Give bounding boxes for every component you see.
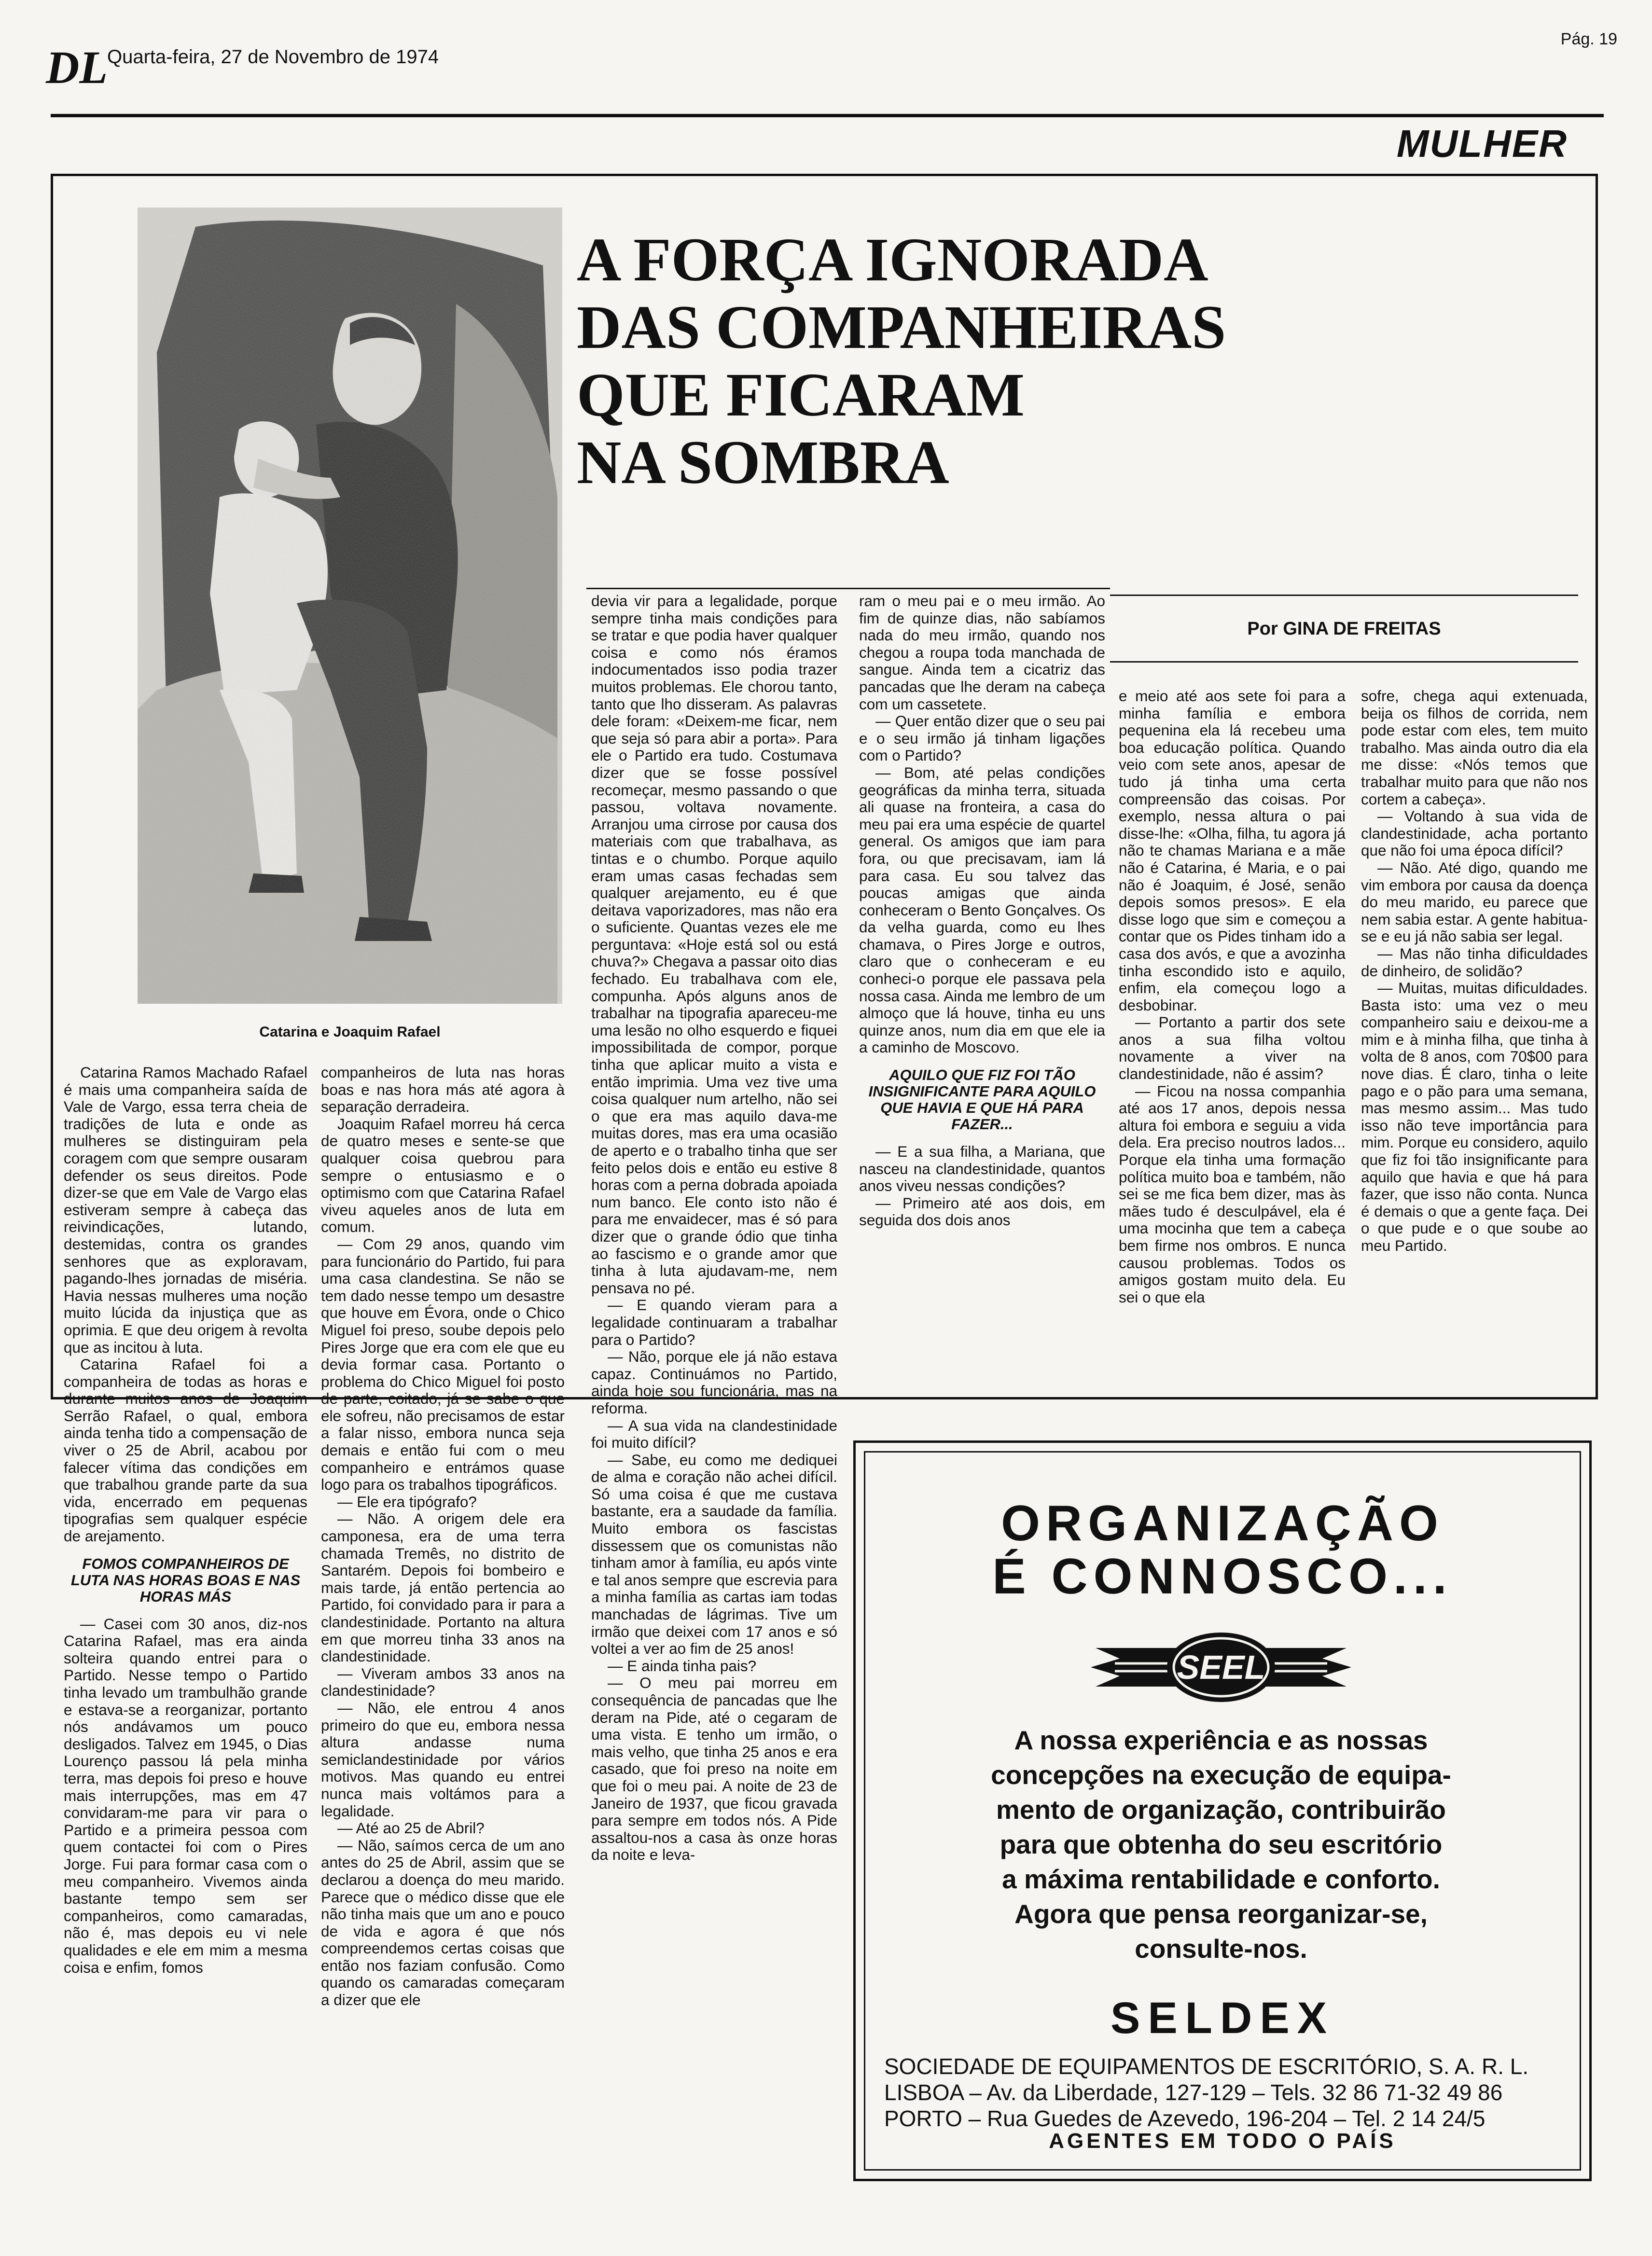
- paragraph: — E ainda tinha pais?: [608, 1657, 757, 1675]
- ad-body-line: para que obtenha do seu escritório: [1000, 1829, 1443, 1859]
- ad-address-line: SOCIEDADE DE EQUIPAMENTOS DE ESCRITÓRIO, S. A. R. L.: [884, 2054, 1529, 2079]
- ad-headline-line-1: ORGANIZAÇÃO: [1001, 1495, 1444, 1551]
- paragraph: — Portanto a partir dos sete anos a sua filha voltou novamente a viver na clandestinidade, não é assim?: [1119, 1013, 1346, 1083]
- paragraph: — Não, porque ele já não estava capaz. Continuámos no Partido, ainda hoje sou funcionária, mas na reforma.: [591, 1348, 837, 1417]
- article-photo: [138, 208, 562, 1004]
- ad-body-line: consulte-nos.: [1135, 1934, 1307, 1964]
- paragraph: — Primeiro até aos dois, em seguida dos dois anos: [859, 1194, 1105, 1229]
- paragraph: — Mas não tinha dificuldades de dinheiro, de solidão?: [1361, 944, 1588, 980]
- paragraph: — Não, saímos cerca de um ano antes do 25 de Abril, assim que se declarou a doença do meu marido. Parece que o médico disse que ele não tinha mais que um ano e pouco de vida e agora é que nós compreendemos certas coisas que então nos faziam confusão. Como quando os camaradas começaram a dizer que ele: [321, 1836, 565, 2009]
- paragraph: — Bom, até pelas condições geográficas da minha terra, situada ali quase na fronteira, a casa do meu pai era uma espécie de quartel general. Os amigos que iam para fora, ou que precisavam, iam lá para casa. Eu sou talvez das poucas amigas que ainda conheceram o Bento Gonçalves. Os da velha guarda, como eu lhes chamava, o Pires Jorge e outros, claro que o conheceram e eu conheci-o porque ele passava pela nossa casa. Ainda me lembro de um almoço que lá houve, tinha eu uns quinze anos, num dia em que ele ia a caminho de Moscovo.: [859, 763, 1105, 1056]
- paragraph: — Não. Até digo, quando me vim embora por causa da doença do meu marido, eu parece que nem sabia estar. A gente habitua-se e eu já não sabia ser legal.: [1361, 858, 1588, 945]
- ad-address-line: LISBOA – Av. da Liberdade, 127-129 – Tels. 32 86 71-32 49 86: [884, 2080, 1503, 2105]
- article-column-5: [1119, 688, 1346, 1306]
- column-rule: [586, 588, 1110, 589]
- paragraph: — Sabe, eu como me dediquei de alma e coração não achei difícil. Só uma coisa é que me custava bastante, era a saudade da família. Muito embora os fascistas dissessem que os comunistas não tinham amor à família, eu após vinte e tal anos sempre que escrevia para a minha família as cartas iam todas manchadas de lágrimas. Tive um irmão que deixei com 17 anos e só voltei a ver ao fim de 25 anos!: [591, 1451, 837, 1658]
- ad-body-line: concepções na execução de equipa-: [991, 1760, 1451, 1790]
- issue-date: Quarta-feira, 27 de Novembro de 1974: [107, 46, 439, 68]
- article-column-6: [1361, 688, 1588, 1255]
- byline: Por GINA DE FREITAS: [1247, 619, 1441, 639]
- ad-body-line: A nossa experiência e as nossas: [1014, 1725, 1428, 1755]
- byline-rule-bottom: [1110, 661, 1578, 663]
- ad-body-text: [907, 1723, 1535, 1966]
- page-number: Pág. 19: [1560, 30, 1617, 48]
- section-title: MULHER: [1396, 122, 1568, 165]
- header-rule: [51, 114, 1604, 117]
- ad-body-line: Agora que pensa reorganizar-se,: [1014, 1899, 1428, 1929]
- ad-body-line: mento de organização, contribuirão: [996, 1795, 1446, 1825]
- headline-line: DAS COMPANHEIRAS: [577, 293, 1226, 361]
- paragraph: — Não. A origem dele era camponesa, era de uma terra chamada Tremês, no distrito de Santarém. Depois foi bombeiro e mais tarde, já então pertencia ao Partido, foi convidado para ir para a clandestinidade. Portanto na altura em que morreu tinha 33 anos na clandestinidade.: [321, 1510, 565, 1665]
- subheading: AQUILO QUE FIZ FOI TÃO INSIGNIFICANTE PARA AQUILO QUE HAVIA E QUE HÁ PARA FAZER...: [868, 1066, 1096, 1133]
- article-column-1: [64, 1064, 307, 1976]
- seel-logo-text: SEEL: [1177, 1648, 1265, 1686]
- paragraph: — E quando vieram para a legalidade continuaram a trabalhar para o Partido?: [591, 1296, 837, 1348]
- article-headline: [577, 225, 1277, 498]
- headline-line: QUE FICARAM: [577, 360, 1025, 429]
- paragraph: — Até ao 25 de Abril?: [337, 1819, 485, 1837]
- paragraph: — Ele era tipógrafo?: [337, 1493, 477, 1510]
- paragraph: ram o meu pai e o meu irmão. Ao fim de quinze dias, não sabíamos nada do meu irmão, quando nos chegou a roupa toda manchada de sangue. Ainda tem a cicatriz das pancadas que lhe deram na cabeça com um cassetete.: [859, 592, 1105, 713]
- photo-caption: Catarina e Joaquim Rafael: [259, 1024, 441, 1040]
- ad-body-line: a máxima rentabilidade e conforto.: [1002, 1864, 1440, 1894]
- paragraph: Joaquim Rafael morreu há cerca de quatro meses e sente-se que qualquer coisa quebrou para sempre o entusiasmo e o optimismo com que Catarina Rafael viveu aqueles anos de luta em comum.: [321, 1115, 565, 1236]
- paragraph: — O meu pai morreu em consequência de pancadas que lhe deram na Pide, até o cegaram de uma vista. E tenho um irmão, o mais velho, que tinha 25 anos e era casado, que foi preso na noite em que foi o meu pai. A noite de 23 de Janeiro de 1937, que ficou gravada para sempre em todos nós. A Pide assaltou-nos a casa às onze horas da noite e leva-: [591, 1674, 837, 1864]
- byline-rule-top: [1110, 595, 1578, 596]
- paragraph: — Ficou na nossa companhia até aos 17 anos, depois nessa altura foi embora e seguiu a vida dela. Era preciso noutros lados... Porque ela tinha uma formação política muito boa e também, não sei se me fica bem dizer, mas às mães tudo é desculpável, ela é uma mocinha que tem a cabeça bem firme nos ombros. E nunca causou problemas. Todos os amigos gostam muito dela. Eu sei o que ela: [1119, 1082, 1346, 1306]
- paragraph: companheiros de luta nas horas boas e nas hora más até agora à separação derradeira.: [321, 1064, 565, 1116]
- paragraph: — Casei com 30 anos, diz-nos Catarina Rafael, mas era ainda solteira quando entrei para o Partido. Nesse tempo o Partido tinha levado um trambulhão grande e estava-se a reorganizar, portanto nós andávamos um pouco desligados. Talvez em 1945, o Dias Lourenço passou lá pela minha terra, mas depois foi preso e houve mais interrupções, mas em 47 convidaram-me para vir para o Partido e a primeira pessoa com quem contactei foi com o Pires Jorge. Fui para formar casa com o meu companheiro. Vivemos ainda bastante tempo sem ser companheiros, como camaradas, não é, mas depois eu vi nele qualidades e ele em mim a mesma coisa e enfim, fomos: [64, 1615, 307, 1976]
- headline-line: NA SOMBRA: [577, 428, 949, 497]
- ad-company-name: SELDEX: [1110, 1993, 1335, 2043]
- article-column-4: [859, 593, 1105, 1229]
- ad-address: [884, 2053, 1569, 2131]
- paragraph: devia vir para a legalidade, porque sempre tinha mais condições para se tratar e que podia haver qualquer coisa e como nós éramos indocumentados isso podia trazer muitos problemas. Ele chorou tanto, tanto que lho disseram. As palavras dele foram: «Deixem-me ficar, nem que seja só para abir a porta». Para ele o Partido era tudo. Costumava dizer que se fosse possível recomeçar, mesmo passando o que passou, voltava novamente. Arranjou uma cirrose por causa dos materiais com que trabalhava, as tintas e o chumbo. Porque aquilo eram umas casas fechadas sem qualquer arejamento, eu é que deitava vaporizadores, mas não era o suficiente. Quantas vezes ele me perguntava: «Hoje está sol ou está chuva?» Chegava a passar oito dias fechado. Eu trabalhava com ele, compunha. Após alguns anos de trabalhar na tipografia apareceu-me uma lesão no olho esquerdo e fiquei impossibilitada de compor, porque tinha que aplicar muito a vista e então imprimia. Uma vez tive uma coisa qualquer num artelho, não sei o que era mas aquilo dava-me muitas dores, mas era uma ocasião de aperto e o trabalho tinha que ser feito pelos dois e então eu estive 8 horas com a perna dobrada apoiada num banco. Ele conto isto não é para me envaidecer, mas é só para dizer que o grande ódio que tinha ao fascismo e o grande amor que tinha à luta ajudavam-me, nem pensava no pé.: [591, 592, 837, 1297]
- newspaper-logo: DL: [46, 42, 108, 93]
- paragraph: sofre, chega aqui extenuada, beija os filhos de corrida, nem pode estar com eles, tem muito trabalho. Mas ainda outro dia ela me disse: «Nós temos que trabalhar muito para que não nos cortem a cabeça».: [1361, 687, 1588, 808]
- ad-agents-line: AGENTES EM TODO O PAÍS: [1049, 2129, 1396, 2153]
- paragraph: e meio até aos sete foi para a minha família e embora pequenina ela lá recebeu uma boa educação política. Quando veio com sete anos, apesar de tudo já tinha uma certa compreensão das coisas. Por exemplo, nessa altura o pai disse-lhe: «Olha, filha, tu agora já não te chamas Mariana e a mãe não é Catarina, é Maria, e o pai não é Joaquim, é José, senão depois somos presos». E ela disse logo que sim e começou a contar que os Pides tinham ido a casa dos avós, e que a avozinha tinha escondido isto e aquilo, enfim, ela começou logo a desbobinar.: [1119, 687, 1346, 1014]
- paragraph: — Voltando à sua vida de clandestinidade, acha portanto que não foi uma época difícil?: [1361, 807, 1588, 859]
- paragraph: — Não, ele entrou 4 anos primeiro do que eu, embora nessa altura andasse numa semiclandestinidade por vários motivos. Mas quando eu entrei nunca mais voltámos para a legalidade.: [321, 1699, 565, 1820]
- headline-line: A FORÇA IGNORADA: [577, 225, 1208, 294]
- paragraph: — E a sua filha, a Mariana, que nasceu na clandestinidade, quantos anos viveu nessas condições?: [859, 1143, 1105, 1195]
- ad-headline-line-2: É CONNOSCO...: [992, 1549, 1453, 1605]
- paragraph: — Viveram ambos 33 anos na clandestinidade?: [321, 1664, 565, 1700]
- paragraph: — Muitas, muitas dificuldades. Basta isto: uma vez o meu companheiro saiu e deixou-me a mim e à minha filha, que tinha à volta de 8 anos, com 70$00 para nove dias. É claro, tinha o leite pago e o pão para uma semana, mas mesmo assim... Mas tudo isso não teve importância para mim. Porque eu considero, aquilo que fiz foi tão insignificante para aquilo que havia e que há para fazer, que isso não conta. Nunca é demais o que a gente faça. Dei o que pude e o que soube ao meu Partido.: [1361, 979, 1588, 1254]
- paragraph: — Quer então dizer que o seu pai e o seu irmão já tinham ligações com o Partido?: [859, 712, 1105, 764]
- article-column-3: [591, 593, 837, 1864]
- article-column-2: [321, 1064, 565, 2009]
- subheading: FOMOS COMPANHEIROS DE LUTA NAS HORAS BOAS E NAS HORAS MÁS: [70, 1555, 301, 1605]
- paragraph: Catarina Rafael foi a companheira de todas as horas e durante muitos anos de Joaquim Serrão Rafael, o qual, embora ainda tenha tido a compensação de viver o 25 de Abril, acabou por falecer vítima das condições em que trabalhou grande parte da sua vida, encerrado em pequenas tipografias sem qualquer espécie de arejamento.: [64, 1356, 307, 1545]
- paragraph: Catarina Ramos Machado Rafael é mais uma companheira saída de Vale de Vargo, essa terra cheia de tradições de luta e onde as mulheres se distinguiram pela coragem com que sempre ousaram defender os seus direitos. Pode dizer-se que em Vale de Vargo elas estiveram sempre à cabeça das reivindicações, lutando, destemidas, contra os grandes senhores que as exploravam, pagando-lhes jornadas de miséria. Havia nessas mulheres uma noção muito lúcida da injustiça que as oprimia. E que deu origem à revolta que as incitou à luta.: [64, 1064, 307, 1356]
- seel-logo: [1086, 1619, 1356, 1716]
- ad-address-line: PORTO – Rua Guedes de Azevedo, 196-204 – Tel. 2 14 24/5: [884, 2106, 1485, 2131]
- paragraph: — Com 29 anos, quando vim para funcionário do Partido, fui para uma casa clandestina. Se não se tem dado nesse tempo um desastre que houve em Évora, onde o Chico Miguel foi preso, soube depois pelo Pires Jorge que era com ele que eu devia formar casa. Portanto o problema do Chico Miguel foi posto de parte, coitado, já se sabe o que ele sofreu, não precisamos de estar a falar nisso, embora nunca seja demais e então fui com o meu companheiro e entrámos quase logo para os trabalhos tipográficos.: [321, 1235, 565, 1494]
- paragraph: — A sua vida na clandestinidade foi muito difícil?: [591, 1416, 837, 1452]
